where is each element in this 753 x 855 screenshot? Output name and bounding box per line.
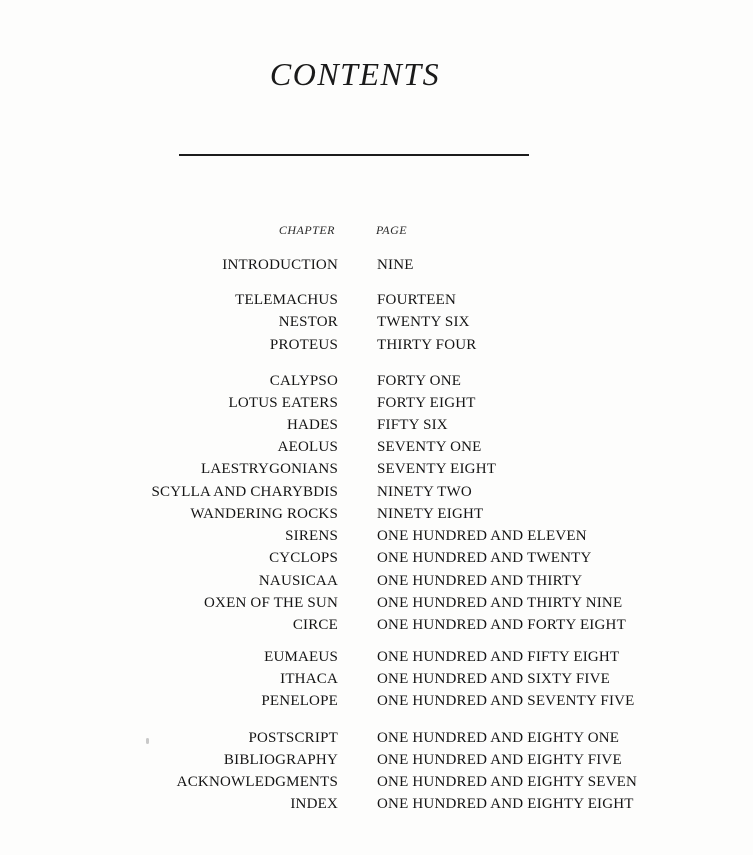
page-title: CONTENTS: [269, 56, 441, 92]
page-number: ONE HUNDRED AND EIGHTY SEVEN: [377, 774, 638, 790]
page-number: ONE HUNDRED AND SIXTY FIVE: [377, 671, 610, 687]
chapter-name: TELEMACHUS: [235, 292, 338, 308]
page-number: FORTY EIGHT: [377, 395, 476, 411]
page-column-header: PAGE: [376, 223, 408, 237]
chapter-name: WANDERING ROCKS: [190, 506, 338, 522]
chapter-name: LOTUS EATERS: [228, 395, 338, 411]
page-number: ONE HUNDRED AND THIRTY: [377, 573, 583, 589]
toc-entry: [0, 417, 753, 437]
chapter-name: OXEN OF THE SUN: [204, 595, 338, 611]
page-number: FOURTEEN: [377, 292, 457, 308]
page-number: ONE HUNDRED AND ELEVEN: [377, 528, 587, 544]
toc-entry: [0, 617, 753, 637]
paper-speck: [146, 738, 149, 744]
toc-entry: [0, 796, 753, 816]
chapter-name: LAESTRYGONIANS: [201, 461, 338, 477]
page-number: ONE HUNDRED AND EIGHTY FIVE: [377, 752, 622, 768]
page-number: ONE HUNDRED AND THIRTY NINE: [377, 595, 623, 611]
page-number: ONE HUNDRED AND FORTY EIGHT: [377, 617, 626, 633]
chapter-column-header: CHAPTER: [278, 223, 335, 237]
chapter-name: INDEX: [290, 796, 338, 812]
toc-entry: [0, 292, 753, 312]
chapter-name: EUMAEUS: [264, 649, 338, 665]
page-number: THIRTY FOUR: [377, 337, 477, 353]
page-number: FIFTY SIX: [377, 417, 448, 433]
toc-entry: [0, 257, 753, 277]
page-number: NINE: [377, 257, 414, 273]
toc-entry: [0, 671, 753, 691]
chapter-name: INTRODUCTION: [222, 257, 338, 273]
page-number: NINETY TWO: [377, 484, 472, 500]
toc-entry: [0, 337, 753, 357]
toc-entry: [0, 506, 753, 526]
page-number: SEVENTY ONE: [377, 439, 482, 455]
toc-entry: [0, 461, 753, 481]
chapter-name: NAUSICAA: [258, 573, 338, 589]
chapter-name: ITHACA: [280, 671, 338, 687]
chapter-name: CIRCE: [292, 617, 338, 633]
toc-entry: [0, 484, 753, 504]
toc-entry: [0, 573, 753, 593]
chapter-name: CALYPSO: [269, 373, 338, 389]
chapter-name: AEOLUS: [277, 439, 338, 455]
toc-entry: [0, 314, 753, 334]
page-number: TWENTY SIX: [377, 314, 470, 330]
page-number: ONE HUNDRED AND EIGHTY EIGHT: [377, 796, 634, 812]
toc-entry: [0, 730, 753, 750]
toc-entry: [0, 395, 753, 415]
page-number: NINETY EIGHT: [377, 506, 484, 522]
chapter-name: SCYLLA AND CHARYBDIS: [151, 484, 338, 500]
toc-entry: [0, 373, 753, 393]
page-number: ONE HUNDRED AND TWENTY: [377, 550, 592, 566]
page-number: ONE HUNDRED AND FIFTY EIGHT: [377, 649, 620, 665]
page-number: FORTY ONE: [377, 373, 462, 389]
chapter-name: CYCLOPS: [269, 550, 338, 566]
chapter-name: BIBLIOGRAPHY: [223, 752, 338, 768]
toc-entry: [0, 550, 753, 570]
toc-entry: [0, 595, 753, 615]
chapter-name: SIRENS: [285, 528, 338, 544]
page-number: SEVENTY EIGHT: [377, 461, 497, 477]
chapter-name: ACKNOWLEDGMENTS: [176, 774, 338, 790]
toc-entry: [0, 649, 753, 669]
toc-entry: [0, 693, 753, 713]
chapter-name: NESTOR: [278, 314, 338, 330]
page-number: ONE HUNDRED AND EIGHTY ONE: [377, 730, 620, 746]
toc-entry: [0, 774, 753, 794]
toc-entry: [0, 528, 753, 548]
chapter-name: POSTSCRIPT: [248, 730, 338, 746]
chapter-name: HADES: [286, 417, 338, 433]
toc-entry: [0, 439, 753, 459]
chapter-name: PROTEUS: [269, 337, 338, 353]
toc-entry: [0, 752, 753, 772]
chapter-name: PENELOPE: [261, 693, 338, 709]
page-number: ONE HUNDRED AND SEVENTY FIVE: [377, 693, 635, 709]
